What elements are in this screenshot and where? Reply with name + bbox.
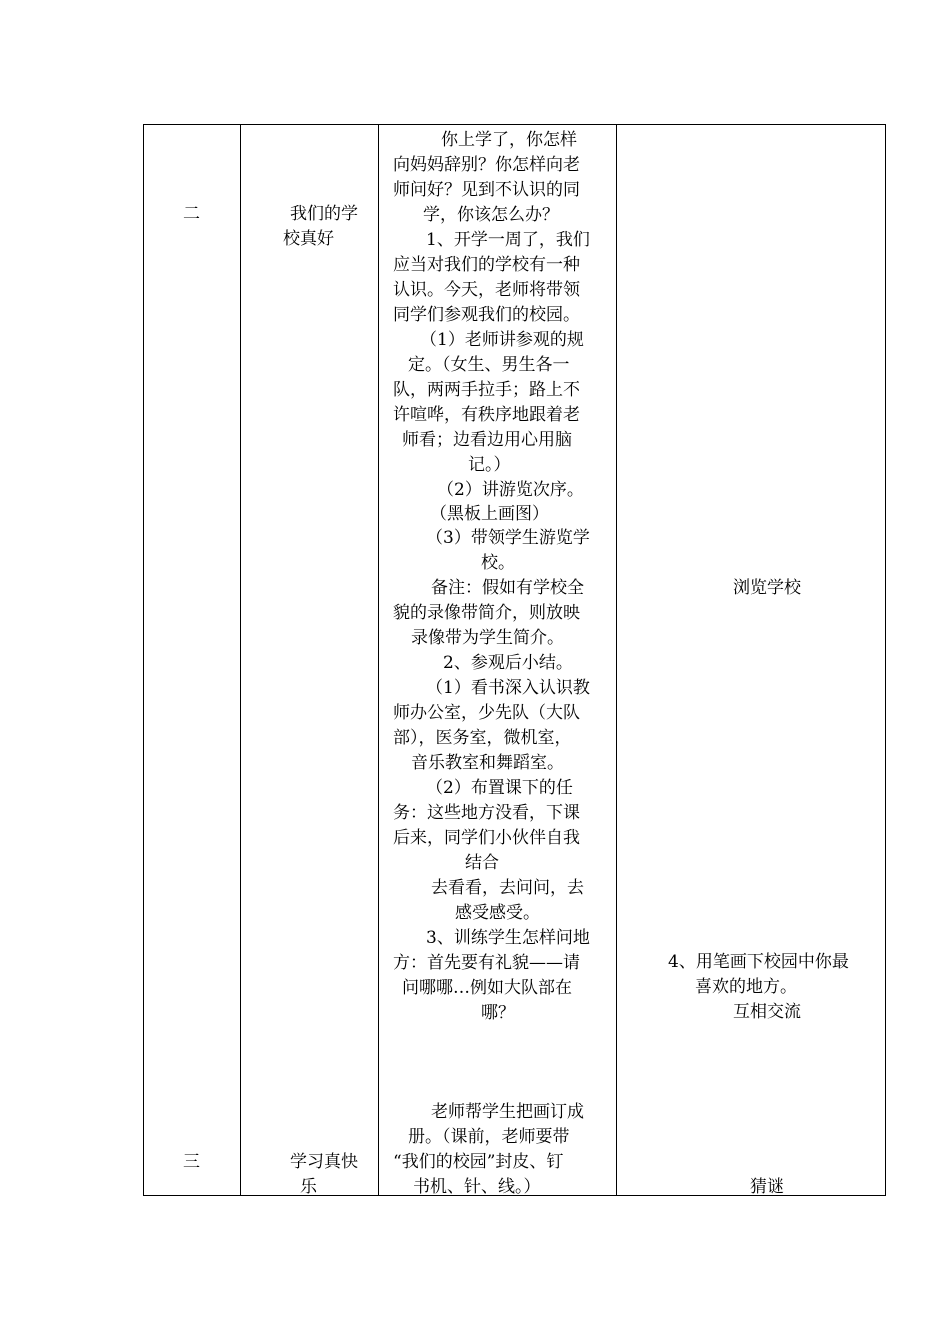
content-line: （2）讲游览次序。 [437, 480, 584, 500]
content-line: 你上学了，你怎样 [441, 130, 577, 150]
content-line: 记。） [468, 455, 511, 475]
activity-line: 猜谜 [750, 1177, 784, 1197]
row-title-line: 乐 [300, 1177, 317, 1197]
table-top-border [143, 124, 886, 125]
column-divider-3 [616, 124, 617, 1196]
content-line: 2、参观后小结。 [443, 653, 573, 673]
content-line: 队，两两手拉手；路上不 [393, 380, 580, 400]
table-border-left [143, 124, 144, 1196]
content-line: 应当对我们的学校有一种 [393, 255, 580, 275]
content-line: （2）布置课下的任 [426, 778, 573, 798]
content-line: （3）带领学生游览学 [426, 528, 590, 548]
content-line: 校。 [481, 553, 515, 573]
content-line: “我们的校园”封皮、钉 [393, 1152, 564, 1172]
content-line: 师看；边看边用心用脑 [402, 430, 572, 450]
content-line: 书机、针、线。） [413, 1177, 541, 1197]
content-line: 感受感受。 [455, 903, 540, 923]
content-line: （1）看书深入认识教 [426, 678, 590, 698]
activity-line: 浏览学校 [733, 578, 801, 598]
content-line: 务：这些地方没看，下课 [393, 803, 580, 823]
column-divider-1 [240, 124, 241, 1196]
content-line: 1、开学一周了，我们 [426, 230, 590, 250]
column-divider-2 [378, 124, 379, 1196]
content-line: 备注：假如有学校全 [431, 578, 584, 598]
content-line: 认识。今天，老师将带领 [393, 280, 580, 300]
content-line: 许喧哗，有秩序地跟着老 [393, 405, 580, 425]
content-line: （1）老师讲参观的规 [420, 330, 584, 350]
content-line: 部），医务室，微机室， [393, 728, 572, 748]
content-line: 师问好？见到不认识的同 [393, 180, 580, 200]
content-line: 去看看，去问问，去 [431, 878, 584, 898]
activity-line: 喜欢的地方。 [695, 977, 797, 997]
table-border-right [885, 124, 886, 1196]
content-line: 老师帮学生把画订成 [431, 1102, 584, 1122]
content-line: 3、训练学生怎样问地 [426, 928, 590, 948]
content-line: 哪？ [481, 1003, 515, 1023]
activity-line: 4、用笔画下校园中你最 [668, 952, 849, 972]
content-line: 貌的录像带简介，则放映 [393, 603, 580, 623]
content-line: （黑板上画图） [430, 504, 549, 524]
row-title-line: 我们的学 [290, 204, 358, 224]
content-line: 后来，同学们小伙伴自我 [393, 828, 580, 848]
content-line: 向妈妈辞别？你怎样向老 [393, 155, 580, 175]
content-line: 方：首先要有礼貌——请 [393, 953, 580, 973]
content-line: 录像带为学生简介。 [411, 628, 564, 648]
content-line: 结合 [465, 853, 499, 873]
content-line: 同学们参观我们的校园。 [393, 305, 580, 325]
content-line: 学，你该怎么办？ [423, 205, 559, 225]
row-number: 二 [183, 204, 200, 224]
content-line: 师办公室，少先队（大队 [393, 703, 580, 723]
row-number: 三 [183, 1152, 200, 1172]
content-line: 问哪哪…例如大队部在 [402, 978, 572, 998]
content-line: 音乐教室和舞蹈室。 [411, 753, 564, 773]
content-line: 册。（课前，老师要带 [408, 1127, 570, 1147]
activity-line: 互相交流 [733, 1002, 801, 1022]
content-line: 定。（女生、男生各一 [408, 355, 570, 375]
row-title-line: 校真好 [283, 229, 334, 249]
row-title-line: 学习真快 [290, 1152, 358, 1172]
